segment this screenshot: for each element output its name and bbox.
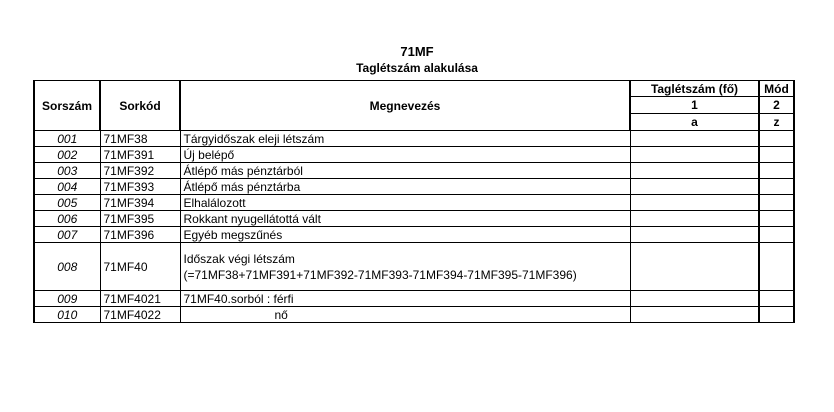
row-sorkod: 71MF393 — [100, 179, 180, 195]
row-sorkod: 71MF395 — [100, 211, 180, 227]
row-tagletszam-cell[interactable] — [630, 211, 759, 227]
row-sorszam: 006 — [34, 211, 100, 227]
header-col1-letter: a — [630, 114, 759, 131]
row-mod-cell[interactable] — [759, 179, 794, 195]
row-mod-cell[interactable] — [759, 195, 794, 211]
row-sorkod: 71MF391 — [100, 147, 180, 163]
form-code-title: 71MF — [400, 44, 434, 59]
table-row — [34, 131, 794, 147]
row-sorszam: 003 — [34, 163, 100, 179]
row-megnevezes: Tárgyidőszak eleji létszám — [180, 131, 630, 147]
row-mod-cell[interactable] — [759, 243, 794, 291]
table-row — [34, 307, 794, 323]
row-sorkod: 71MF392 — [100, 163, 180, 179]
row-mod-cell[interactable] — [759, 227, 794, 243]
table-row — [34, 227, 794, 243]
row-sorkod: 71MF40 — [100, 243, 180, 291]
row-sorkod: 71MF396 — [100, 227, 180, 243]
row-megnevezes: Új belépő — [180, 147, 630, 163]
row-mod-cell[interactable] — [759, 211, 794, 227]
row-sorkod: 71MF38 — [100, 131, 180, 147]
row-megnevezes-title: Időszak végi létszám — [183, 251, 295, 266]
row-tagletszam-cell[interactable] — [630, 147, 759, 163]
table-row — [34, 291, 794, 307]
row-sorszam: 010 — [34, 307, 100, 323]
header-col2-letter: z — [759, 114, 794, 131]
header-mod: Mód — [759, 81, 794, 97]
row-mod-cell[interactable] — [759, 291, 794, 307]
header-sorszam: Sorszám — [34, 81, 100, 131]
row-sorszam: 002 — [34, 147, 100, 163]
row-tagletszam-cell[interactable] — [630, 131, 759, 147]
row-megnevezes: Átlépő más pénztárból — [180, 163, 630, 179]
row-sorkod: 71MF4022 — [100, 307, 180, 323]
row-megnevezes: 71MF40.sorból : férfi — [180, 291, 630, 307]
row-megnevezes: Átlépő más pénztárba — [180, 179, 630, 195]
row-sorszam: 008 — [34, 243, 100, 291]
row-megnevezes: Rokkant nyugellátottá vált — [180, 211, 630, 227]
row-megnevezes — [180, 243, 630, 291]
row-tagletszam-cell[interactable] — [630, 195, 759, 211]
row-sorkod: 71MF4021 — [100, 291, 180, 307]
row-mod-cell[interactable] — [759, 163, 794, 179]
member-count-table — [33, 80, 795, 323]
table-row — [34, 243, 794, 291]
row-megnevezes: Egyéb megszűnés — [180, 227, 630, 243]
row-sorszam: 009 — [34, 291, 100, 307]
form-subtitle: Taglétszám alakulása — [356, 61, 478, 75]
table-row — [34, 195, 794, 211]
row-mod-cell[interactable] — [759, 131, 794, 147]
row-mod-cell[interactable] — [759, 307, 794, 323]
row-sorszam: 001 — [34, 131, 100, 147]
row-tagletszam-cell[interactable] — [630, 307, 759, 323]
table-row — [34, 179, 794, 195]
header-col2-number: 2 — [759, 97, 794, 114]
row-sorkod: 71MF394 — [100, 195, 180, 211]
header-megnevezes: Megnevezés — [180, 81, 630, 131]
header-tagletszam: Taglétszám (fő) — [630, 81, 759, 97]
row-tagletszam-cell[interactable] — [630, 243, 759, 291]
row-tagletszam-cell[interactable] — [630, 227, 759, 243]
row-tagletszam-cell[interactable] — [630, 291, 759, 307]
row-mod-cell[interactable] — [759, 147, 794, 163]
row-sorszam: 007 — [34, 227, 100, 243]
row-megnevezes: Elhalálozott — [180, 195, 630, 211]
table-row — [34, 147, 794, 163]
row-tagletszam-cell[interactable] — [630, 179, 759, 195]
row-sorszam: 004 — [34, 179, 100, 195]
table-row — [34, 211, 794, 227]
row-megnevezes: nő — [180, 307, 630, 323]
row-sorszam: 005 — [34, 195, 100, 211]
header-sorkod: Sorkód — [100, 81, 180, 131]
header-col1-number: 1 — [630, 97, 759, 114]
table-row — [34, 163, 794, 179]
row-tagletszam-cell[interactable] — [630, 163, 759, 179]
row-formula: (=71MF38+71MF391+71MF392-71MF393-71MF394-71MF395-71MF396) — [183, 267, 577, 282]
